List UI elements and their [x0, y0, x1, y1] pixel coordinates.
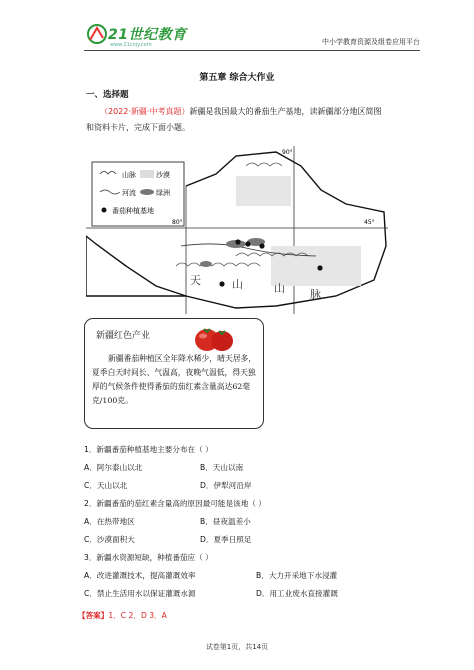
answer-label: 【答案】: [78, 611, 109, 620]
tomato-icon: [192, 320, 236, 354]
section-heading: 一、选择题: [86, 90, 129, 100]
page-title: 第五章 综合大作业: [199, 73, 275, 83]
legend-oasis: 绿洲: [156, 189, 170, 197]
q2-option-c: C．沙漠面积大: [84, 535, 135, 544]
label-90: 90°: [282, 149, 293, 156]
q3-option-c: C．禁止生活用水以保证灌溉水源: [84, 589, 196, 598]
q2-option-b: B．昼夜温差小: [200, 517, 251, 526]
question-source: （2022·新疆·中考真题）: [100, 107, 190, 116]
card-title: 新疆红色产业: [96, 331, 151, 341]
question-3-stem: 3．新疆水资源短缺，种植番茄应（ ）: [84, 553, 213, 562]
mountain-char-1: 天: [190, 274, 201, 287]
q2-option-a: A．在热带地区: [84, 517, 135, 526]
question-2-stem: 2．新疆番茄的茄红素含量高的原因最可能是该地（ ）: [84, 499, 266, 508]
legend-oasis-icon: [140, 189, 154, 195]
answer-text: 1．C 2．D 3．A: [108, 611, 167, 620]
legend-point-icon: [102, 208, 107, 213]
logo-text: 21世纪教育: [108, 27, 187, 43]
logo-url: www.21cnjy.com: [110, 42, 152, 48]
intro-text: 新疆是我国最大的番茄生产基地，读新疆部分地区简图和资料卡片，完成下面小题。: [86, 107, 382, 132]
q3-option-a: A．改进灌溉技术，提高灌溉效率: [84, 571, 196, 580]
label-80: 80°: [172, 219, 183, 226]
legend-desert: 沙漠: [156, 171, 170, 179]
q1-option-c: C．天山以北: [84, 481, 128, 490]
mountain-char-4: 脉: [310, 288, 321, 301]
q3-option-d: D．用工业废水直接灌溉: [256, 589, 338, 598]
xinjiang-map: [86, 146, 388, 314]
legend-desert-icon: [140, 170, 154, 178]
legend-tomato-base: 番茄种植基地: [112, 207, 154, 215]
question-intro: [86, 104, 386, 136]
logo-icon: [84, 22, 110, 48]
q2-option-d: D．夏季日照足: [200, 535, 252, 544]
question-1-stem: 1．新疆番茄种植基地主要分布在（ ）: [84, 445, 213, 454]
platform-name: 中小学教育资源及组卷应用平台: [322, 38, 420, 46]
label-45: 45°: [364, 219, 375, 226]
q1-option-d: D．伊犁河沿岸: [200, 481, 252, 490]
answer-line: [78, 610, 167, 621]
q1-option-b: B．天山以南: [200, 463, 244, 472]
page-footer: 试卷第1页，共14页: [205, 643, 269, 651]
q3-option-b: B．大力开采地下水浸灌: [256, 571, 338, 580]
legend-mountain: 山脉: [122, 171, 136, 179]
desert-areas: [236, 176, 361, 286]
mountain-char-2: 山: [232, 278, 243, 291]
header-divider: [84, 50, 420, 51]
card-body: 新疆番茄种植区全年降水稀少，晴天居多，夏季白天时间长、气温高，夜晚气温低，得天独厚的气候条件使得番茄的茄红素含量高达62毫克/100克。: [92, 354, 257, 405]
legend-river: 河流: [122, 189, 136, 197]
oasis-areas: [200, 238, 265, 267]
mountain-char-3: 山: [274, 282, 285, 295]
q1-option-a: A．阿尔泰山以北: [84, 463, 143, 472]
